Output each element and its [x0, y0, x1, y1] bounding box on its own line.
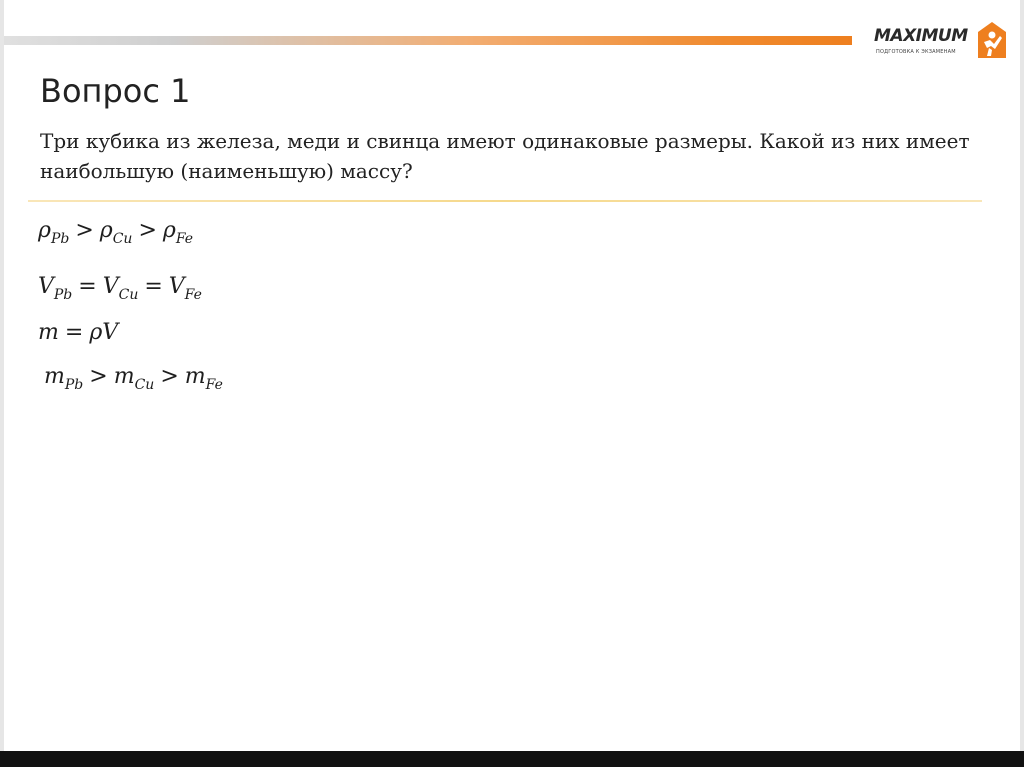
header-gradient-bar	[4, 36, 852, 45]
logo-tagline: ПОДГОТОВКА К ЭКЗАМЕНАМ	[876, 49, 956, 55]
mass-formula: m = ρV	[38, 320, 119, 345]
question-text: Три кубика из железа, меди и свинца имеют одинаковые размеры. Какой из них имеет наибольшую (наименьшую) массу?	[40, 129, 970, 183]
maximum-logo	[870, 18, 1010, 64]
logo-wordmark: MAXIMUM	[874, 26, 968, 46]
slide-title: Вопрос 1	[40, 72, 191, 110]
volume-equality-formula: $V_{Pb} = V_{Cu} = V_{Fe}$	[38, 274, 202, 303]
mass-comparison-formula: $m_{Pb} > m_{Cu} > m_{Fe}$	[44, 364, 223, 393]
slide-frame-right	[1020, 0, 1024, 751]
slide-frame-left	[0, 0, 4, 751]
bottom-bar	[0, 751, 1024, 767]
density-comparison-formula: $\rho_{Pb} > \rho_{Cu} > \rho_{Fe}$	[38, 218, 194, 247]
logo-figure-icon	[972, 18, 1008, 62]
separator-line	[28, 200, 982, 202]
